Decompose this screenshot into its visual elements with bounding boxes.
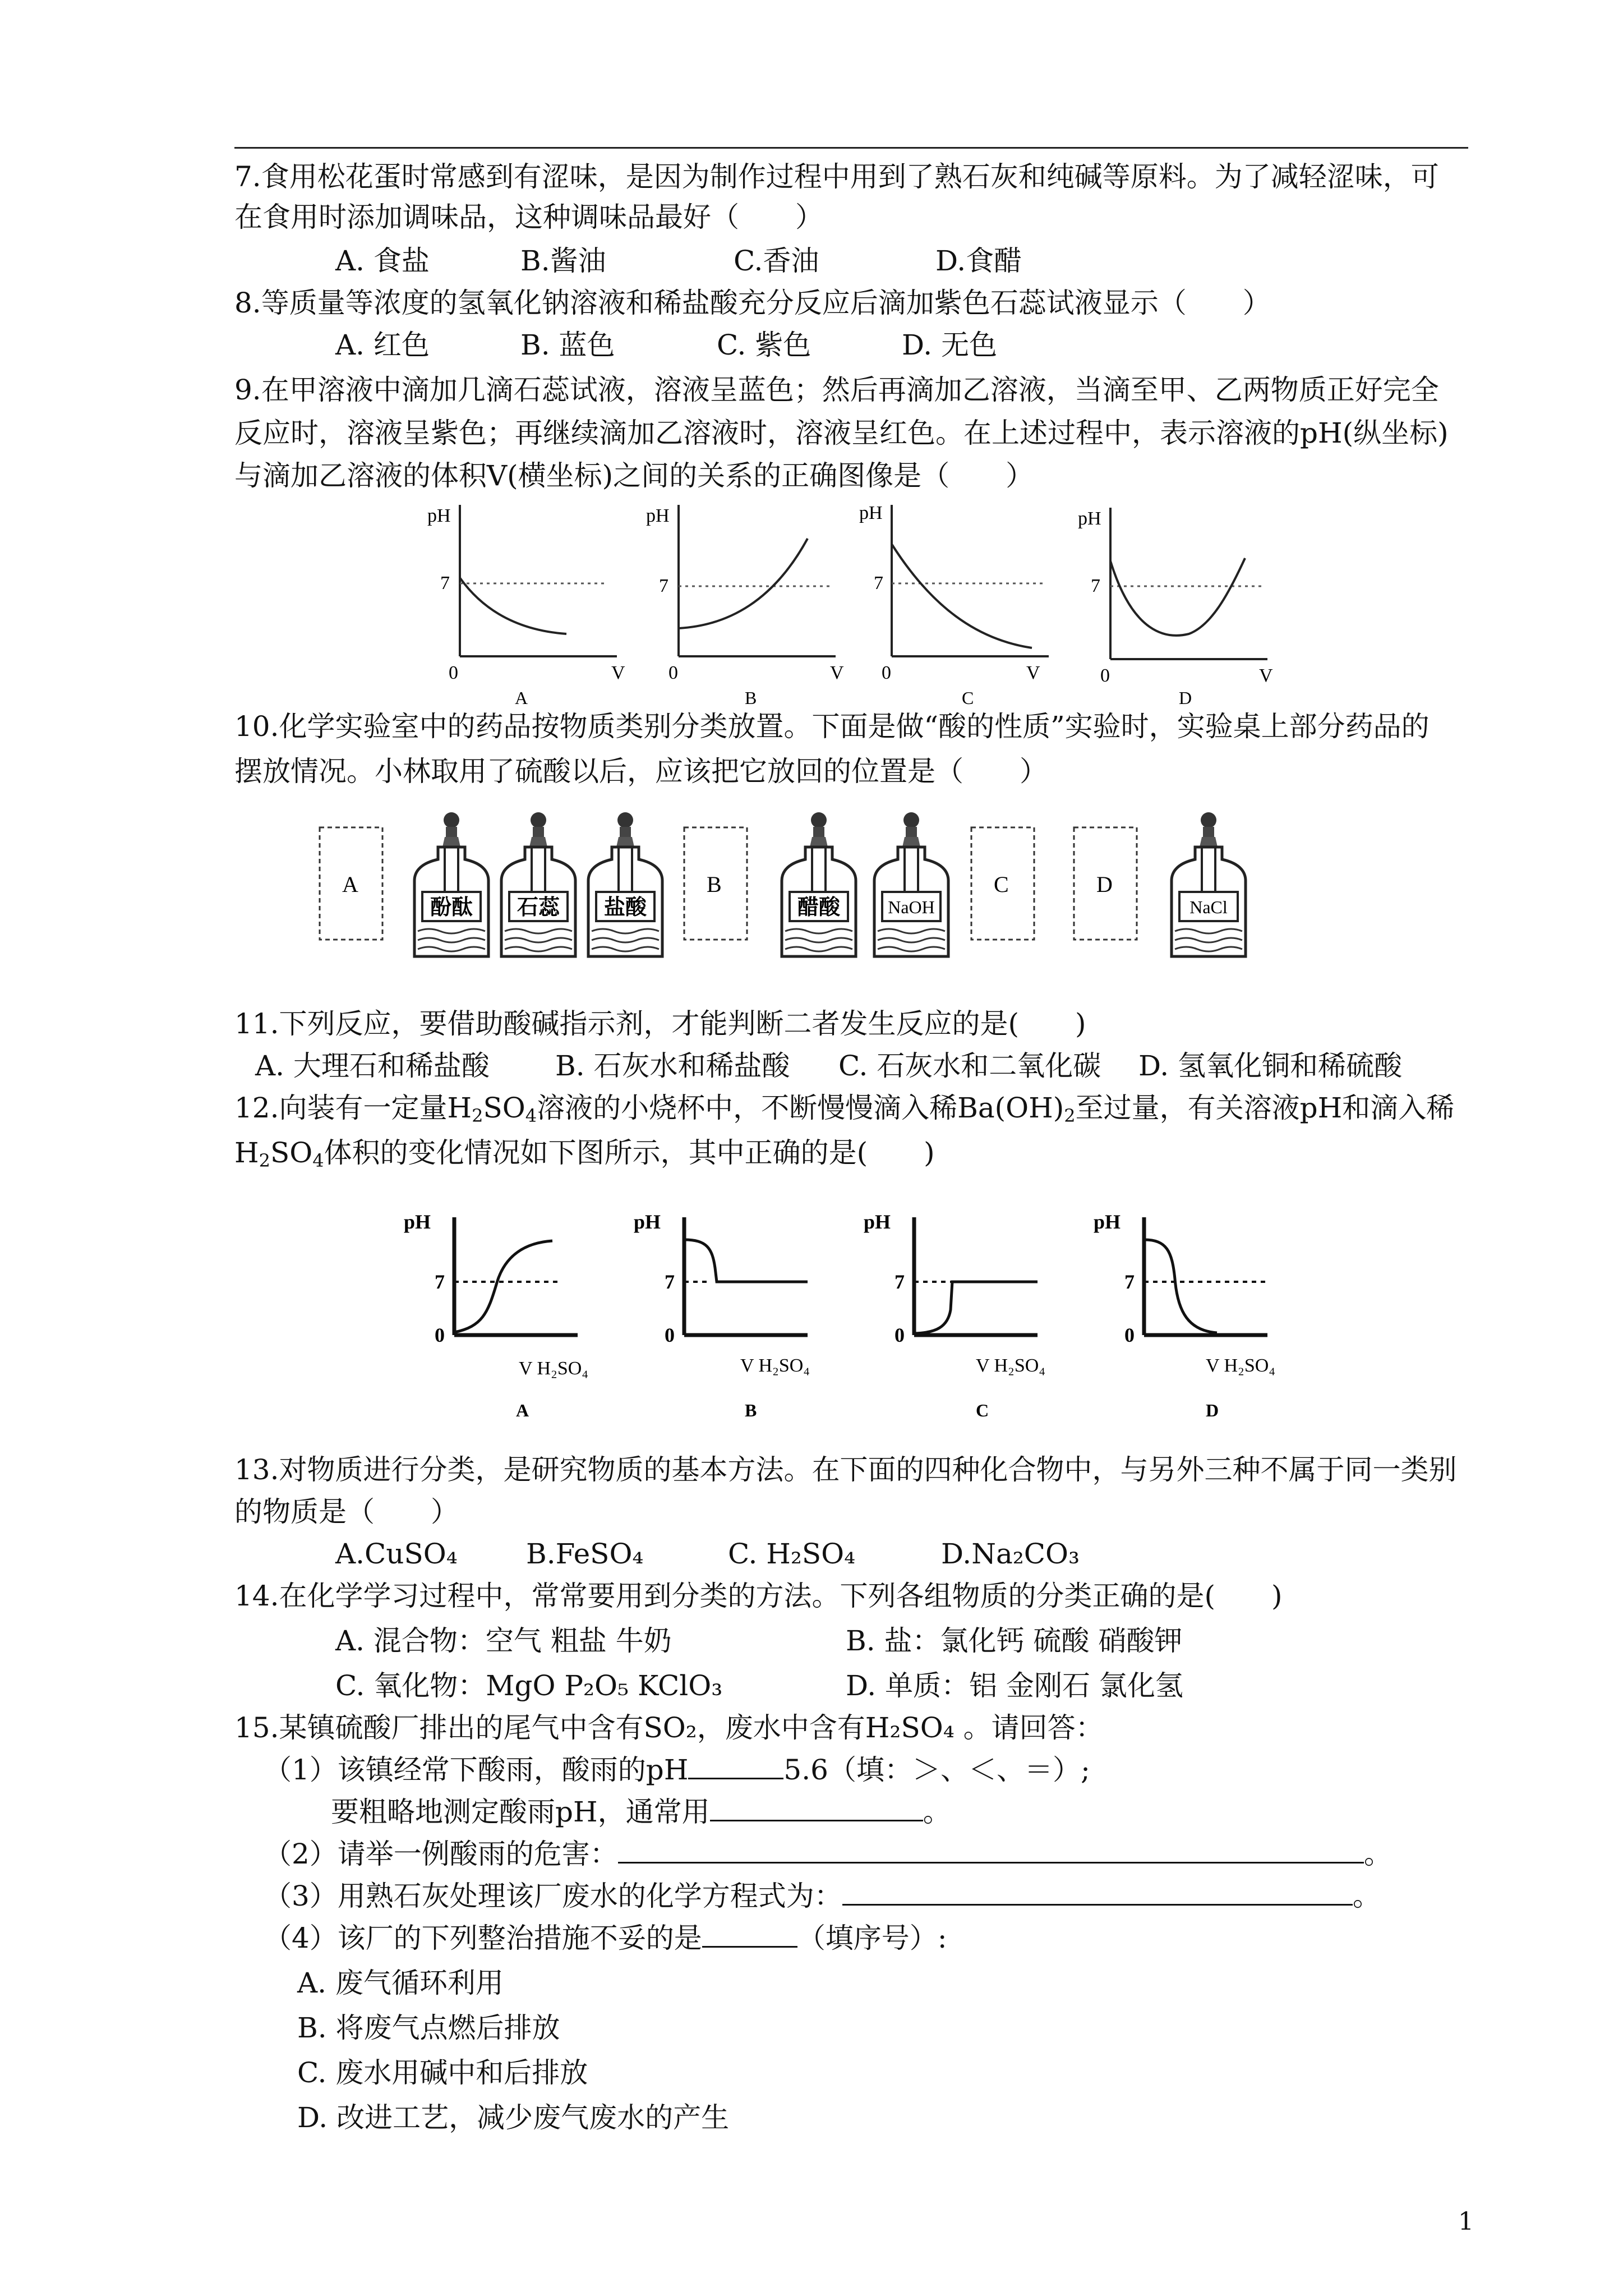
q12-graph-b	[634, 1211, 810, 1420]
q11-option-d: D. 氢氧化铜和稀硫酸	[1138, 1050, 1403, 1082]
q9-d-xlabel: V	[1259, 665, 1273, 686]
q9-a-ylabel: pH	[427, 505, 451, 526]
q8-option-d: D. 无色	[902, 329, 998, 361]
q14-option-a: A. 混合物：空气 粗盐 牛奶	[335, 1625, 672, 1657]
q15-part1-line1: （1）该镇经常下酸雨，酸雨的pH 5.6（填：＞、＜、＝）;	[264, 1754, 1090, 1786]
q10-bottle-3-label: 盐酸	[603, 896, 647, 919]
q11-option-a: A. 大理石和稀盐酸	[255, 1050, 490, 1082]
q10-bottle-nacl	[1172, 812, 1246, 956]
q7-option-d: D.食醋	[935, 245, 1022, 277]
q12-stem-line1: 12.向装有一定量$H_2SO_4$溶液的小烧杯中，不断慢慢滴入稀$Ba(OH)_2$至过量，有关溶液pH和滴入稀	[234, 1092, 1455, 1126]
q15-ph-method-blank[interactable]	[710, 1795, 923, 1821]
q10-box-b-label: B	[707, 872, 722, 897]
q14-stem: 14.在化学学习过程中，常常要用到分类的方法。下列各组物质的分类正确的是( )	[234, 1580, 1283, 1612]
q12-d-letter: D	[1206, 1400, 1219, 1420]
q11-stem: 11.下列反应，要借助酸碱指示剂，才能判断二者发生反应的是( )	[234, 1007, 1086, 1040]
q10-bottle-hydrochloric-acid	[588, 812, 662, 956]
q10-bottle-2-label: 石蕊	[517, 896, 560, 919]
q15-part3: （3）用熟石灰处理该厂废水的化学方程式为： 。	[264, 1880, 1381, 1912]
q15-acid-rain-harm-blank[interactable]	[618, 1837, 1364, 1864]
q10-bottle-litmus	[501, 812, 575, 956]
q15-option-d: D. 改进工艺，减少废气废水的产生	[297, 2101, 730, 2134]
q14-option-b: B. 盐：氯化钙 硫酸 硝酸钾	[846, 1625, 1183, 1657]
q7-stem-line2: 在食用时添加调味品，这种调味品最好（ ）	[234, 201, 823, 233]
q13-option-d: D.Na₂CO₃	[941, 1538, 1080, 1570]
header-rule	[234, 147, 1468, 149]
q12-a-ylabel: pH	[404, 1211, 431, 1233]
q12-stem-line2: $H_2SO_4$体积的变化情况如下图所示，其中正确的是( )	[234, 1137, 935, 1171]
q9-c-xlabel: V	[1026, 662, 1040, 683]
q12-c-origin: 0	[895, 1324, 905, 1346]
q14-option-d: D. 单质：铝 金刚石 氯化氢	[846, 1669, 1183, 1702]
q11-option-b: B. 石灰水和稀盐酸	[555, 1050, 790, 1082]
q12-b-ref: 7	[665, 1271, 675, 1293]
q10-bottle-acetic-acid	[782, 812, 856, 956]
q13-stem-line1: 13.对物质进行分类，是研究物质的基本方法。在下面的四种化合物中，与另外三种不属于同一类别	[234, 1453, 1457, 1486]
q12-graph-d	[1094, 1211, 1275, 1420]
q13-stem-line2: 的物质是（ ）	[234, 1496, 459, 1528]
q12-graph-a	[404, 1211, 588, 1420]
q15-option-c: C. 废水用碱中和后排放	[297, 2056, 588, 2089]
q12-b-letter: B	[745, 1400, 757, 1420]
q10-stem-line2: 摆放情况。小林取用了硫酸以后，应该把它放回的位置是（ ）	[234, 755, 1048, 788]
q10-bottle-5-label: NaOH	[888, 897, 935, 917]
q15-part4: （4）该厂的下列整治措施不妥的是 （填序号）:	[264, 1922, 947, 1954]
q14-option-c: C. 氧化物：MgO P₂O₅ KClO₃	[335, 1669, 723, 1702]
q12-d-ref: 7	[1124, 1271, 1135, 1293]
q15-option-b: B. 将废气点燃后排放	[297, 2012, 560, 2044]
q12-c-ref: 7	[895, 1271, 905, 1293]
q9-b-xlabel: V	[830, 662, 844, 683]
q9-b-ylabel: pH	[646, 505, 670, 526]
q12-a-ref: 7	[435, 1271, 445, 1293]
q9-a-xlabel: V	[611, 662, 625, 683]
q10-stem-line1: 10.化学实验室中的药品按物质类别分类放置。下面是做“酸的性质”实验时，实验桌上部分药品的	[234, 710, 1430, 743]
q9-b-ref: 7	[659, 576, 668, 596]
q11-option-c: C. 石灰水和二氧化碳	[838, 1050, 1101, 1082]
q10-box-d-label: D	[1096, 872, 1113, 897]
q13-option-c: C. H₂SO₄	[728, 1538, 856, 1570]
q7-option-a: A. 食盐	[335, 245, 430, 277]
q10-box-a-label: A	[342, 872, 358, 897]
q9-b-origin: 0	[668, 662, 678, 683]
q15-ph-answer-blank[interactable]	[688, 1753, 783, 1779]
q8-stem: 8.等质量等浓度的氢氧化钠溶液和稀盐酸充分反应后滴加紫色石蕊试液显示（ ）	[234, 287, 1271, 319]
q7-option-c: C.香油	[734, 245, 819, 277]
q9-c-letter: C	[962, 688, 974, 707]
q9-figure	[415, 494, 1290, 709]
q10-figure	[314, 808, 1267, 973]
q9-a-letter: A	[515, 688, 528, 707]
q12-a-letter: A	[516, 1400, 529, 1420]
q9-graph-a	[427, 505, 625, 707]
q15-option-a: A. 废气循环利用	[297, 1967, 504, 1999]
q9-c-ref: 7	[874, 573, 883, 593]
q9-stem-line1: 9.在甲溶液中滴加几滴石蕊试液，溶液呈蓝色；然后再滴加乙溶液，当滴至甲、乙两物质正好完全	[234, 374, 1439, 406]
q10-box-c-label: C	[994, 872, 1009, 897]
q9-d-ylabel: pH	[1078, 508, 1101, 529]
q12-graph-c	[864, 1211, 1045, 1420]
q15-part2: （2）请举一例酸雨的危害： 。	[264, 1838, 1392, 1870]
q12-figure	[393, 1200, 1318, 1427]
q10-bottle-1-label: 酚酞	[430, 896, 473, 919]
q9-graph-b	[646, 505, 844, 707]
q15-part1-line2: 要粗略地测定酸雨pH，通常用 。	[331, 1796, 951, 1828]
q9-stem-line3: 与滴加乙溶液的体积V(横坐标)之间的关系的正确图像是（ ）	[234, 459, 1034, 492]
q12-d-xlabel: V H₂SO₄	[1206, 1355, 1276, 1376]
q9-c-ylabel: pH	[859, 503, 883, 523]
q12-b-origin: 0	[665, 1324, 675, 1346]
q12-c-letter: C	[976, 1400, 989, 1420]
q10-bottle-phenolphthalein	[414, 812, 488, 956]
q10-bottle-4-label: 醋酸	[797, 896, 841, 919]
q9-b-letter: B	[745, 688, 757, 707]
page-number: 1	[1458, 2207, 1474, 2236]
q12-b-xlabel: V H₂SO₄	[740, 1355, 810, 1376]
q10-bottle-naoh	[874, 812, 948, 956]
q12-a-xlabel: V H₂SO₄	[519, 1358, 589, 1379]
q15-stem: 15.某镇硫酸厂排出的尾气中含有SO₂，废水中含有H₂SO₄ 。请回答：	[234, 1711, 1104, 1744]
q8-option-a: A. 红色	[335, 329, 430, 361]
q9-graph-c	[859, 503, 1049, 707]
q12-c-xlabel: V H₂SO₄	[976, 1355, 1046, 1376]
q12-b-ylabel: pH	[634, 1211, 661, 1233]
q12-c-ylabel: pH	[864, 1211, 891, 1233]
q9-d-letter: D	[1179, 688, 1192, 707]
q7-option-b: B.酱油	[520, 245, 606, 277]
q12-d-ylabel: pH	[1094, 1211, 1121, 1233]
q12-a-origin: 0	[435, 1324, 445, 1346]
q12-d-origin: 0	[1124, 1324, 1135, 1346]
q15-measure-blank[interactable]	[702, 1921, 797, 1948]
q9-a-origin: 0	[449, 662, 458, 683]
q13-option-a: A.CuSO₄	[335, 1538, 458, 1570]
q8-option-b: B. 蓝色	[520, 329, 615, 361]
q15-equation-blank[interactable]	[842, 1879, 1353, 1906]
q13-option-b: B.FeSO₄	[526, 1538, 644, 1570]
q10-bottle-6-label: NaCl	[1189, 897, 1228, 917]
q9-d-ref: 7	[1091, 576, 1100, 596]
q9-stem-line2: 反应时，溶液呈紫色；再继续滴加乙溶液时，溶液呈红色。在上述过程中，表示溶液的pH(纵坐标)	[234, 417, 1449, 449]
q9-a-ref: 7	[440, 573, 450, 593]
q7-stem-line1: 7.食用松花蛋时常感到有涩味，是因为制作过程中用到了熟石灰和纯碱等原料。为了减轻涩味，可	[234, 160, 1439, 193]
q9-c-origin: 0	[882, 662, 891, 683]
q9-graph-d	[1078, 508, 1273, 707]
q8-option-c: C. 紫色	[717, 329, 811, 361]
q9-d-origin: 0	[1100, 665, 1110, 686]
